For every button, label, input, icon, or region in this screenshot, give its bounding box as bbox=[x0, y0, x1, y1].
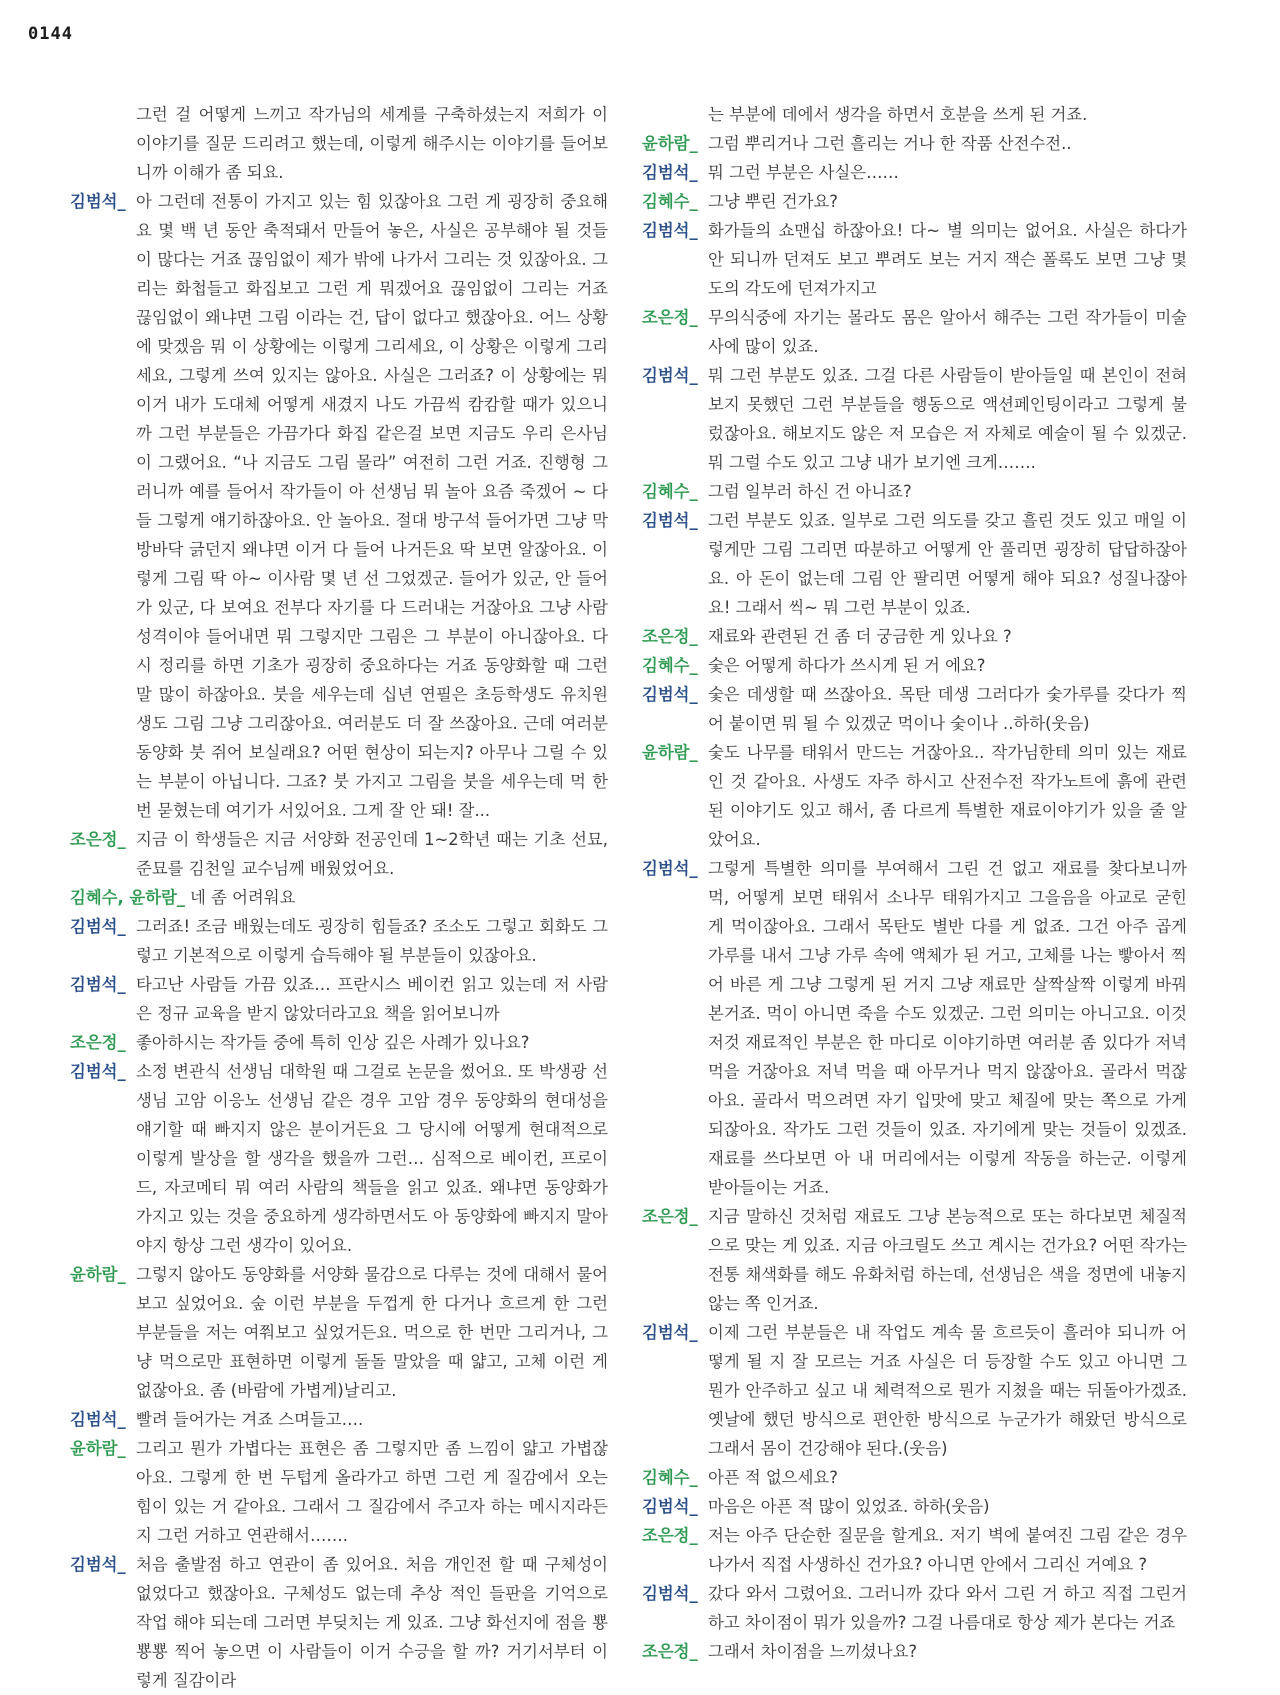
speaker-label: 윤하람_ bbox=[70, 1439, 126, 1458]
dialogue-text: 소정 변관식 선생님 대학원 때 그걸로 논문을 썼어요. 또 박생광 선생님 고암 이응노 선생님 같은 경우 고암 경우 동양화의 현대성을 얘기할 때 빠지지 않은 분이거든요 그 당시에 어떻게 현대적으로 이렇게 발상을 할 생각을 했을까 그런… 심적으로 베이컨, 프로이드, 자코메티 뭐 여러 사람의 책들을 읽고 있죠. 왜냐면 동양화가 가지고 있는 것을 중요하게 생각하면서도 아 동양화에 빠지지 말아야지 항상 그런 생각이 있어요. bbox=[136, 1062, 608, 1255]
speaker-label: 조은정_ bbox=[70, 830, 126, 849]
speaker-label: 조은정_ bbox=[642, 1207, 698, 1226]
speaker-label: 김범석_ bbox=[642, 1497, 698, 1516]
dialogue-text: 그런 부분도 있죠. 일부로 그런 의도를 갖고 흘린 것도 있고 매일 이렇게만 그림 그리면 따분하고 어떻게 안 풀리면 굉장히 답답하잖아요. 아 돈이 없는데 그림 안 팔리면 어떻게 해야 되요? 성질나잖아요! 그래서 씩~ 뭐 그런 부분이 있죠. bbox=[708, 511, 1187, 617]
dialogue-paragraph bbox=[70, 1434, 608, 1550]
dialogue-paragraph bbox=[70, 912, 608, 970]
dialogue-paragraph bbox=[642, 651, 1187, 680]
dialogue-paragraph bbox=[70, 1260, 608, 1405]
speaker-label: 김범석_ bbox=[70, 917, 126, 936]
speaker-label: 김범석_ bbox=[642, 685, 698, 704]
dialogue-text: 그럼 뿌리거나 그런 흘리는 거나 한 작품 산전수전.. bbox=[708, 134, 1072, 153]
speaker-label: 김범석_ bbox=[70, 192, 126, 211]
speaker-label: 김범석_ bbox=[642, 163, 698, 182]
speaker-label: 김범석_ bbox=[642, 511, 698, 530]
speaker-label: 김혜수_ bbox=[642, 482, 698, 501]
dialogue-paragraph bbox=[642, 303, 1187, 361]
dialogue-paragraph bbox=[642, 477, 1187, 506]
speaker-label: 김범석_ bbox=[642, 1323, 698, 1342]
dialogue-text: 좋아하시는 작가들 중에 특히 인상 깊은 사례가 있나요? bbox=[136, 1033, 530, 1052]
dialogue-paragraph bbox=[70, 883, 608, 912]
dialogue-text: 네 좀 어려워요 bbox=[190, 888, 296, 907]
dialogue-text: 그런 걸 어떻게 느끼고 작가님의 세계를 구축하셨는지 저희가 이 이야기를 질문 드리려고 했는데, 이렇게 해주시는 이야기를 들어보니까 이해가 좀 되요. bbox=[136, 105, 608, 182]
dialogue-paragraph bbox=[642, 506, 1187, 622]
speaker-label: 윤하람_ bbox=[642, 743, 698, 762]
speaker-label: 김범석_ bbox=[70, 1555, 126, 1574]
dialogue-paragraph bbox=[70, 187, 608, 825]
dialogue-text: 지금 이 학생들은 지금 서양화 전공인데 1~2학년 때는 기초 선묘, 준묘를 김천일 교수님께 배웠었어요. bbox=[136, 830, 608, 878]
dialogue-text: 아 그런데 전통이 가지고 있는 힘 있잖아요 그런 게 굉장히 중요해요 몇 백 년 동안 축적돼서 만들어 놓은, 사실은 공부해야 될 것들이 많다는 거죠 끊임없이 제가 밖에 나가서 그리는 것 있잖아요. 그리는 화첩들고 화집보고 그런 게 뭐겠어요 끊임없이 그리는 거죠 끊임없이 왜냐면 그림 이라는 건, 답이 없다고 했잖아요. 어느 상황에 맞겠음 뭐 이 상황에는 이렇게 그리세요, 이 상황은 이렇게 그리세요, 그렇게 쓰여 있지는 않아요. 사실은 그러죠? 이 상황에는 뭐 이거 내가 도대체 어떻게 새겼지 나도 가끔씩 캄캄할 때가 있으니까 그런 부분들은 가끔가다 화집 같은걸 보면 지금도 우리 은사님이 그랬어요. “나 지금도 그림 몰라” 여전히 그런 거죠. 진행형 그러니까 예를 들어서 작가들이 아 선생님 뭐 놀아 요즘 죽겠어 ~ 다들 그렇게 얘기하잖아요. 안 놀아요. 절대 방구석 들어가면 그냥 막 방바닥 긁던지 왜냐면 이거 다 들어 나거든요 딱 보면 알잖아요. 이렇게 그림 딱 아~ 이사람 몇 년 선 그었겠군. 들어가 있군, 안 들어가 있군, 다 보여요 전부다 자기를 다 드러내는 거잖아요 그냥 사람 성격이야 들어내면 뭐 그렇지만 그림은 그 부분이 아니잖아요. 다시 정리를 하면 기초가 굉장히 중요하다는 거죠 동양화할 때 그런 말 많이 하잖아요. 붓을 세우는데 십년 연필은 초등학생도 유치원생도 그림 그냥 그리잖아요. 여러분도 더 잘 쓰잖아요. 근데 여러분 동양화 붓 쥐어 보실래요? 어떤 현상이 되는지? 아무나 그릴 수 있는 부분이 아닙니다. 그죠? 붓 가지고 그림을 붓을 세우는데 먹 한번 묻혔는데 여기가 서있어요. 그게 잘 안 돼! 잘... bbox=[136, 192, 608, 820]
speaker-label: 김범석_ bbox=[70, 975, 126, 994]
dialogue-paragraph bbox=[70, 100, 608, 187]
dialogue-paragraph bbox=[642, 854, 1187, 1202]
speaker-label: 김혜수_ bbox=[642, 656, 698, 675]
dialogue-text: 그래서 차이점을 느끼셨나요? bbox=[708, 1642, 918, 1661]
dialogue-paragraph bbox=[70, 1405, 608, 1434]
speaker-label: 조은정_ bbox=[642, 1642, 698, 1661]
dialogue-paragraph bbox=[642, 216, 1187, 303]
dialogue-text: 처음 출발점 하고 연관이 좀 있어요. 처음 개인전 할 때 구체성이 없었다고 했잖아요. 구체성도 없는데 추상 적인 들판을 기억으로 작업 해야 되는데 그러면 부딪치는 게 있죠. 그냥 화선지에 점을 뿅뿅뿅 찍어 놓으면 이 사람들이 이거 수긍을 할 까? 거기서부터 이렇게 질감이라 bbox=[136, 1555, 608, 1690]
dialogue-paragraph bbox=[642, 1637, 1187, 1666]
dialogue-paragraph bbox=[642, 1318, 1187, 1463]
dialogue-text: 저는 아주 단순한 질문을 할게요. 저기 벽에 붙여진 그림 같은 경우 나가서 직접 사생하신 건가요? 아니면 안에서 그리신 거예요 ? bbox=[708, 1526, 1187, 1574]
speaker-label: 김범석_ bbox=[642, 1584, 698, 1603]
dialogue-text: 숯은 데생할 때 쓰잖아요. 목탄 데생 그러다가 숯가루를 갖다가 찍어 붙이면 뭐 될 수 있겠군 먹이나 숯이나 ..하하(웃음) bbox=[708, 685, 1187, 733]
dialogue-text: 는 부분에 데에서 생각을 하면서 호분을 쓰게 된 거죠. bbox=[708, 105, 1088, 124]
dialogue-paragraph bbox=[642, 680, 1187, 738]
dialogue-paragraph bbox=[642, 1492, 1187, 1521]
speaker-label: 김범석_ bbox=[642, 221, 698, 240]
dialogue-paragraph bbox=[70, 970, 608, 1028]
dialogue-text: 뭐 그런 부분도 있죠. 그걸 다른 사람들이 받아들일 때 본인이 전혀 보지 못했던 그런 부분들을 행동으로 액션페인팅이라고 그렇게 불렀잖아요. 해보지도 않은 저 모습은 저 자체로 예술이 될 수 있겠군. 뭐 그럴 수도 있고 그냥 내가 보기엔 크게……. bbox=[708, 366, 1187, 472]
dialogue-text: 갔다 와서 그렸어요. 그러니까 갔다 와서 그린 거 하고 직접 그린거하고 차이점이 뭐가 있을까? 그걸 나름대로 항상 제가 본다는 거죠 bbox=[708, 1584, 1187, 1632]
dialogue-paragraph bbox=[642, 158, 1187, 187]
speaker-label: 김범석_ bbox=[642, 366, 698, 385]
dialogue-paragraph bbox=[642, 1202, 1187, 1318]
dialogue-text: 마음은 아픈 적 많이 있었죠. 하하(웃음) bbox=[708, 1497, 990, 1516]
dialogue-paragraph bbox=[642, 1521, 1187, 1579]
speaker-label: 김범석_ bbox=[70, 1410, 126, 1429]
speaker-label: 김혜수_ bbox=[642, 192, 698, 211]
speaker-label: 윤하람_ bbox=[642, 134, 698, 153]
dialogue-paragraph bbox=[642, 129, 1187, 158]
speaker-label: 김범석_ bbox=[642, 859, 698, 878]
dialogue-text: 무의식중에 자기는 몰라도 몸은 알아서 해주는 그런 작가들이 미술사에 많이 있죠. bbox=[708, 308, 1187, 356]
dialogue-paragraph bbox=[70, 825, 608, 883]
dialogue-text: 지금 말하신 것처럼 재료도 그냥 본능적으로 또는 하다보면 체질적으로 맞는 게 있죠. 지금 아크릴도 쓰고 계시는 건가요? 어떤 작가는 전통 채색화를 해도 유화처럼 하는데, 선생님은 색을 정면에 내놓지 않는 쪽 인거죠. bbox=[708, 1207, 1187, 1313]
speaker-label: 김혜수_ bbox=[642, 1468, 698, 1487]
dialogue-text: 타고난 사람들 가끔 있죠… 프란시스 베이컨 읽고 있는데 저 사람은 정규 교육을 받지 않았더라고요 책을 읽어보니까 bbox=[136, 975, 608, 1023]
dialogue-paragraph bbox=[642, 1463, 1187, 1492]
dialogue-text: 아픈 적 없으세요? bbox=[708, 1468, 838, 1487]
dialogue-paragraph bbox=[642, 100, 1187, 129]
speaker-label: 조은정_ bbox=[70, 1033, 126, 1052]
dialogue-paragraph bbox=[642, 187, 1187, 216]
dialogue-text: 그렇게 특별한 의미를 부여해서 그린 건 없고 재료를 찾다보니까 먹, 어떻게 보면 태워서 소나무 태워가지고 그을음을 아교로 굳힌 게 먹이잖아요. 그래서 목탄도 별반 다를 게 없죠. 그건 아주 곱게 가루를 내서 그냥 가루 속에 액체가 된 거고, 고체를 나는 빻아서 찍어 바른 게 그냥 그렇게 된 거지 그냥 재료만 살짝살짝 이렇게 바꿔 본거죠. 먹이 아니면 죽을 수도 있겠군. 그런 의미는 아니고요. 이것저것 재료적인 부분은 한 마디로 이야기하면 여러분 좀 있다가 저녁 먹을 거잖아요 저녁 먹을 때 아무거나 먹지 않잖아요. 골라서 먹잖아요. 골라서 먹으려면 자기 입맛에 맞고 체질에 맞는 쪽으로 가게 되잖아요. 작가도 그런 것들이 있죠. 자기에게 맞는 것들이 있겠죠. 재료를 쓰다보면 아 내 머리에서는 이렇게 작동을 하는군. 이렇게 받아들이는 거죠. bbox=[708, 859, 1187, 1197]
dialogue-text: 뭐 그런 부분은 사실은…… bbox=[708, 163, 899, 182]
dialogue-text: 숯도 나무를 태워서 만드는 거잖아요.. 작가님한테 의미 있는 재료인 것 같아요. 사생도 자주 하시고 산전수전 작가노트에 흙에 관련된 이야기도 있고 해서, 좀 다르게 특별한 재료이야기가 있을 줄 알았어요. bbox=[708, 743, 1187, 849]
dialogue-text: 이제 그런 부분들은 내 작업도 계속 물 흐르듯이 흘러야 되니까 어떻게 될 지 잘 모르는 거죠 사실은 더 등장할 수도 있고 아니면 그 뭔가 안주하고 싶고 내 체력적으로 뭔가 지쳤을 때는 뒤돌아가겠죠. 옛날에 했던 방식으로 편안한 방식으로 누군가가 해왔던 방식으로 그래서 몸이 건강해야 된다.(웃음) bbox=[708, 1323, 1187, 1458]
dialogue-paragraph bbox=[642, 738, 1187, 854]
dialogue-text: 그리고 뭔가 가볍다는 표현은 좀 그렇지만 좀 느낌이 얇고 가볍잖아요. 그렇게 한 번 두텁게 올라가고 하면 그런 게 질감에서 오는 힘이 있는 거 같아요. 그래서 그 질감에서 주고자 하는 메시지라든지 그런 거하고 연관해서……. bbox=[136, 1439, 608, 1545]
dialogue-text: 숯은 어떻게 하다가 쓰시게 된 거 에요? bbox=[708, 656, 986, 675]
dialogue-paragraph bbox=[70, 1550, 608, 1695]
page-number: 0144 bbox=[28, 24, 73, 44]
dialogue-paragraph bbox=[70, 1057, 608, 1260]
dialogue-paragraph bbox=[642, 622, 1187, 651]
dialogue-paragraph bbox=[642, 361, 1187, 477]
speaker-label: 조은정_ bbox=[642, 1526, 698, 1545]
speaker-label: 김범석_ bbox=[70, 1062, 126, 1081]
dialogue-text: 그러죠! 조금 배웠는데도 굉장히 힘들죠? 조소도 그렇고 회화도 그렇고 기본적으로 이렇게 습득해야 될 부분들이 있잖아요. bbox=[136, 917, 608, 965]
left-column bbox=[70, 100, 608, 1695]
right-column bbox=[642, 100, 1187, 1666]
dialogue-paragraph bbox=[642, 1579, 1187, 1637]
dialogue-text: 빨려 들어가는 겨죠 스며들고…. bbox=[136, 1410, 364, 1429]
speaker-label: 윤하람_ bbox=[70, 1265, 126, 1284]
dialogue-text: 재료와 관련된 건 좀 더 궁금한 게 있나요 ? bbox=[708, 627, 1012, 646]
speaker-label: 조은정_ bbox=[642, 627, 698, 646]
speaker-label: 조은정_ bbox=[642, 308, 698, 327]
dialogue-paragraph bbox=[70, 1028, 608, 1057]
dialogue-text: 그럼 일부러 하신 건 아니죠? bbox=[708, 482, 912, 501]
dialogue-text: 그냥 뿌린 건가요? bbox=[708, 192, 838, 211]
speaker-label: 김혜수, 윤하람_ bbox=[70, 888, 186, 907]
dialogue-text: 화가들의 쇼맨십 하잖아요! 다~ 별 의미는 없어요. 사실은 하다가 안 되니까 던져도 보고 뿌려도 보는 거지 잭슨 폴록도 보면 그냥 몇 도의 각도에 던져가지고 bbox=[708, 221, 1187, 298]
dialogue-text: 그렇지 않아도 동양화를 서양화 물감으로 다루는 것에 대해서 물어 보고 싶었어요. 숲 이런 부분을 두껍게 한 다거나 흐르게 한 그런 부분들을 저는 여쭤보고 싶었거든요. 먹으로 한 번만 그리거나, 그냥 먹으로만 표현하면 이렇게 돌돌 말았을 때 얇고, 고체 이런 게 없잖아요. 좀 (바람에 가볍게)날리고. bbox=[136, 1265, 608, 1400]
